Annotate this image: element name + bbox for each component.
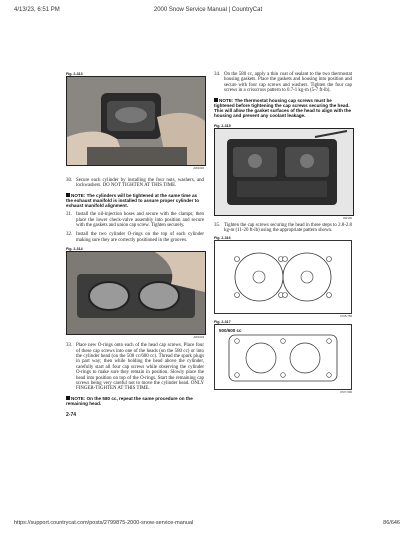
cylinder-install-photo <box>66 76 206 166</box>
step-text: On the 580 cc, apply a thin coat of sealant to the two thermostat housing gaskets. Place the gaskets and housing into position and secure with four cap screws and washers. Tighten the four cap screws in a crisscross pattern to 0.7-1 kg-m (5-7 ft-lb). <box>224 72 352 94</box>
cylinder-install-illustration <box>67 77 205 165</box>
step-32 <box>66 232 204 243</box>
step-text: Secure each cylinder by installing the four nuts, washers, and lockwashers. DO NOT TIGHTEN AT THIS TIME. <box>76 178 204 189</box>
step-number: 32. <box>66 232 73 238</box>
figure-label-315: Fig. 2-315 <box>214 124 231 128</box>
step-text: Install the oil-injection hoses and secure with the clamps; then place the lower check-valve assembly into position and secure with the gaskets and union cap screw. Tighten securely. <box>76 212 204 228</box>
step-34 <box>214 72 352 94</box>
note-cylinder-tightening <box>66 193 204 208</box>
figure-code-317: 0727-506 <box>340 389 352 394</box>
torque-pattern-diagram-500-600 <box>214 324 352 390</box>
note-bullet-icon <box>66 193 70 197</box>
note-remaining-head <box>66 396 204 406</box>
browser-page-title: 2000 Snow Service Manual | CountryCat <box>153 7 263 13</box>
figure-label-316: Fig. 2-316 <box>214 235 231 240</box>
step-text: Tighten the cap screws securing the head in three steps to 2.8-2.8 kg-m (11-20 ft-lb) using the appropriate pattern shown. <box>224 223 352 234</box>
figure-code-313: AW1032 <box>193 166 204 170</box>
manual-page <box>64 66 354 506</box>
note-text: NOTE: The cylinders will be tightened at the same time as the exhaust manifold is installed to assure proper cylinder to exhaust manifold alignment. <box>66 192 199 208</box>
right-column <box>214 66 352 394</box>
page-count: 86/646 <box>383 520 400 526</box>
figure-label-317: Fig. 2-317 <box>214 319 231 324</box>
torque-pattern-diagram-580 <box>214 240 352 314</box>
note-thermostat-housing <box>214 98 352 118</box>
o-ring-photo <box>66 251 206 335</box>
o-ring-illustration <box>67 252 205 334</box>
browser-timestamp: 4/13/23, 6:51 PM <box>14 7 60 13</box>
figure-code-316: 0725-759 <box>340 313 352 318</box>
left-column <box>66 66 204 418</box>
step-35 <box>214 223 352 234</box>
figure-label-313: Fig. 2-313 <box>66 72 83 76</box>
step-number: 33. <box>66 343 73 349</box>
step-number: 30. <box>66 178 73 183</box>
head-bolt-pattern-580 <box>215 241 351 313</box>
step-31 <box>66 212 204 228</box>
page-url: https://support.countrycat.com/posts/2799875-2000-snow-service-manual <box>14 520 194 526</box>
figure-label-314: Fig. 2-314 <box>66 247 83 252</box>
step-number: 31. <box>66 212 73 218</box>
note-bullet-icon <box>214 98 218 102</box>
step-text: Place new O-rings onto each of the head cap screws. Place four of these cap screws into one of the heads (on the 580 cc) or into the cylinder head (on the 500 cc/600 cc). Thread the spark plugs in part way; then while holding the head above the cylinder, carefully start all four cap screws while observing the cylinder O-rings to make sure they remain in position. Slowly place the head into position on top of the O-rings. Start the remaining cap screws being very careful not to move the cylinder head. ONLY FINGER-TIGHTEN AT THIS TIME. <box>76 343 204 392</box>
head-bolt-pattern-500-600 <box>215 325 351 389</box>
figure-code-315: AW146 <box>342 216 352 220</box>
note-text: NOTE: On the 580 cc, repeat the same procedure on the remaining head. <box>66 395 193 406</box>
note-text: NOTE: The thermostat housing cap screws must be tightened before tightening the cap screws securing the head. This will allow the gasket surfaces of the head to align with the housing and prevent any coolant leakage. <box>214 97 352 118</box>
note-bullet-icon <box>66 396 70 400</box>
cylinder-head-photo <box>214 128 354 216</box>
diagram-caption: 500/600 cc <box>219 327 242 333</box>
figure-code-314: AW1033 <box>193 335 204 340</box>
cylinder-head-illustration <box>215 129 353 215</box>
step-text: Install the two cylinder O-rings on the top of each cylinder making sure they are correctly positioned in the grooves. <box>76 232 204 243</box>
step-number: 35. <box>214 223 221 228</box>
step-33 <box>66 343 204 392</box>
step-30 <box>66 178 204 189</box>
step-number: 34. <box>214 72 221 77</box>
page-number: 2-74 <box>66 411 77 418</box>
